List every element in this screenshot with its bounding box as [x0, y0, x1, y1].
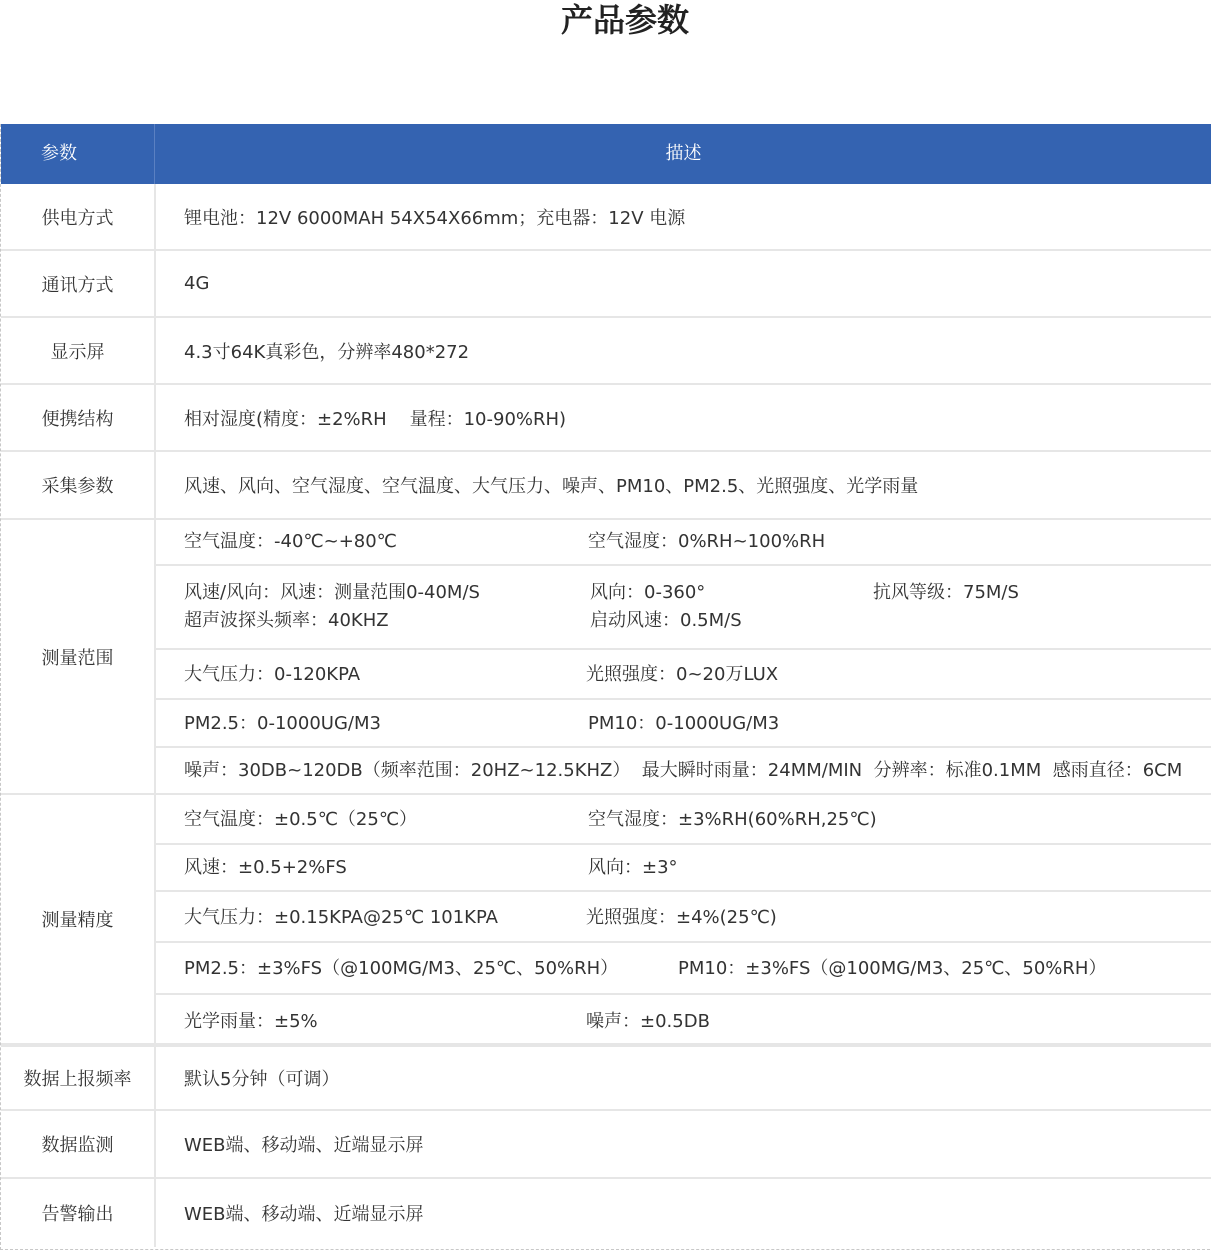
row-label: 通讯方式: [1, 251, 156, 316]
row-label: 数据监测: [1, 1111, 156, 1177]
row-value: WEB端、移动端、近端显示屏: [184, 1204, 424, 1225]
header-param: 参数: [1, 124, 155, 184]
table-row-collect: [1, 452, 1211, 520]
accuracy-pm25: PM2.5：±3%FS（@100MG/M3、25℃、50%RH）: [184, 958, 619, 979]
row-value: 相对湿度(精度：±2%RH 量程：10-90%RH): [184, 408, 567, 430]
params-table: [0, 124, 1210, 1250]
row-label: 供电方式: [1, 184, 156, 249]
accuracy-rain: 光学雨量：±5%: [184, 1011, 318, 1032]
range-wind-speed: 风速/风向：风速：测量范围0-40M/S: [184, 582, 480, 603]
table-header: [1, 124, 1211, 184]
row-value: 4G: [184, 273, 210, 294]
row-value: 默认5分钟（可调）: [184, 1069, 340, 1090]
row-label: 数据上报频率: [1, 1047, 156, 1109]
range-noise: 噪声：30DB~120DB（频率范围：20HZ~12.5KHZ） 最大瞬时雨量：24MM/MIN 分辨率：标准0.1MM 感雨直径：6CM: [184, 760, 1183, 781]
accuracy-label: 测量精度: [1, 795, 156, 1045]
accuracy-pm10: PM10：±3%FS（@100MG/M3、25℃、50%RH）: [678, 958, 1107, 979]
accuracy-wind-dir: 风向：±3°: [588, 857, 678, 878]
table-row-comm: [1, 251, 1211, 318]
range-light: 光照强度：0~20万LUX: [586, 664, 779, 685]
accuracy-wind-speed: 风速：±0.5+2%FS: [184, 857, 347, 878]
range-row-wind: [156, 566, 1211, 650]
accuracy-light: 光照强度：±4%(25℃): [586, 907, 777, 928]
range-ultrasonic: 超声波探头频率：40KHZ: [184, 610, 389, 631]
accuracy-noise: 噪声：±0.5DB: [586, 1011, 710, 1032]
accuracy-row-wind: [156, 845, 1211, 892]
row-label: 告警输出: [1, 1179, 156, 1247]
page-title: 产品参数: [560, 1, 689, 39]
table-row-report: [1, 1045, 1211, 1111]
table-row-monitor: [1, 1111, 1211, 1179]
row-value: 4.3寸64K真彩色，分辨率480*272: [184, 341, 470, 363]
accuracy-air-hum: 空气湿度：±3%RH(60%RH,25℃): [588, 809, 877, 830]
range-pm10: PM10：0-1000UG/M3: [588, 713, 780, 734]
range-wind-dir: 风向：0-360°: [590, 582, 706, 603]
range-start-speed: 启动风速：0.5M/S: [590, 610, 742, 631]
header-desc: 描述: [665, 143, 702, 164]
row-value: WEB端、移动端、近端显示屏: [184, 1135, 424, 1156]
row-value: 风速、风向、空气湿度、空气温度、大气压力、噪声、PM10、PM2.5、光照强度、光学雨量: [184, 476, 919, 497]
row-label: 采集参数: [1, 452, 156, 518]
range-row-temp-hum: [156, 520, 1211, 566]
row-label: 便携结构: [1, 385, 156, 450]
range-air-hum: 空气湿度：0%RH~100%RH: [588, 531, 826, 552]
range-row-pressure-light: [156, 650, 1211, 700]
accuracy-air-temp: 空气温度：±0.5℃（25℃）: [184, 809, 418, 830]
row-value: 锂电池：12V 6000MAH 54X54X66mm；充电器：12V 电源: [184, 207, 686, 229]
table-row-portable: [1, 385, 1211, 452]
range-wind-level: 抗风等级：75M/S: [873, 582, 1019, 603]
range-pressure: 大气压力：0-120KPA: [184, 664, 361, 685]
accuracy-row-rain-noise: [156, 995, 1211, 1045]
accuracy-row-temp-hum: [156, 795, 1211, 845]
range-row-noise-rain: [156, 748, 1211, 795]
accuracy-pressure: 大气压力：±0.15KPA@25℃ 101KPA: [184, 907, 498, 928]
accuracy-row-pm: [156, 943, 1211, 995]
range-pm25: PM2.5：0-1000UG/M3: [184, 713, 381, 734]
table-row-alarm: [1, 1179, 1211, 1247]
range-air-temp: 空气温度：-40℃~+80℃: [184, 531, 397, 552]
row-label: 显示屏: [1, 318, 156, 383]
range-row-pm: [156, 700, 1211, 748]
accuracy-row-pressure-light: [156, 892, 1211, 943]
table-row-power: [1, 184, 1211, 251]
table-row-display: [1, 318, 1211, 385]
range-label: 测量范围: [1, 520, 156, 795]
